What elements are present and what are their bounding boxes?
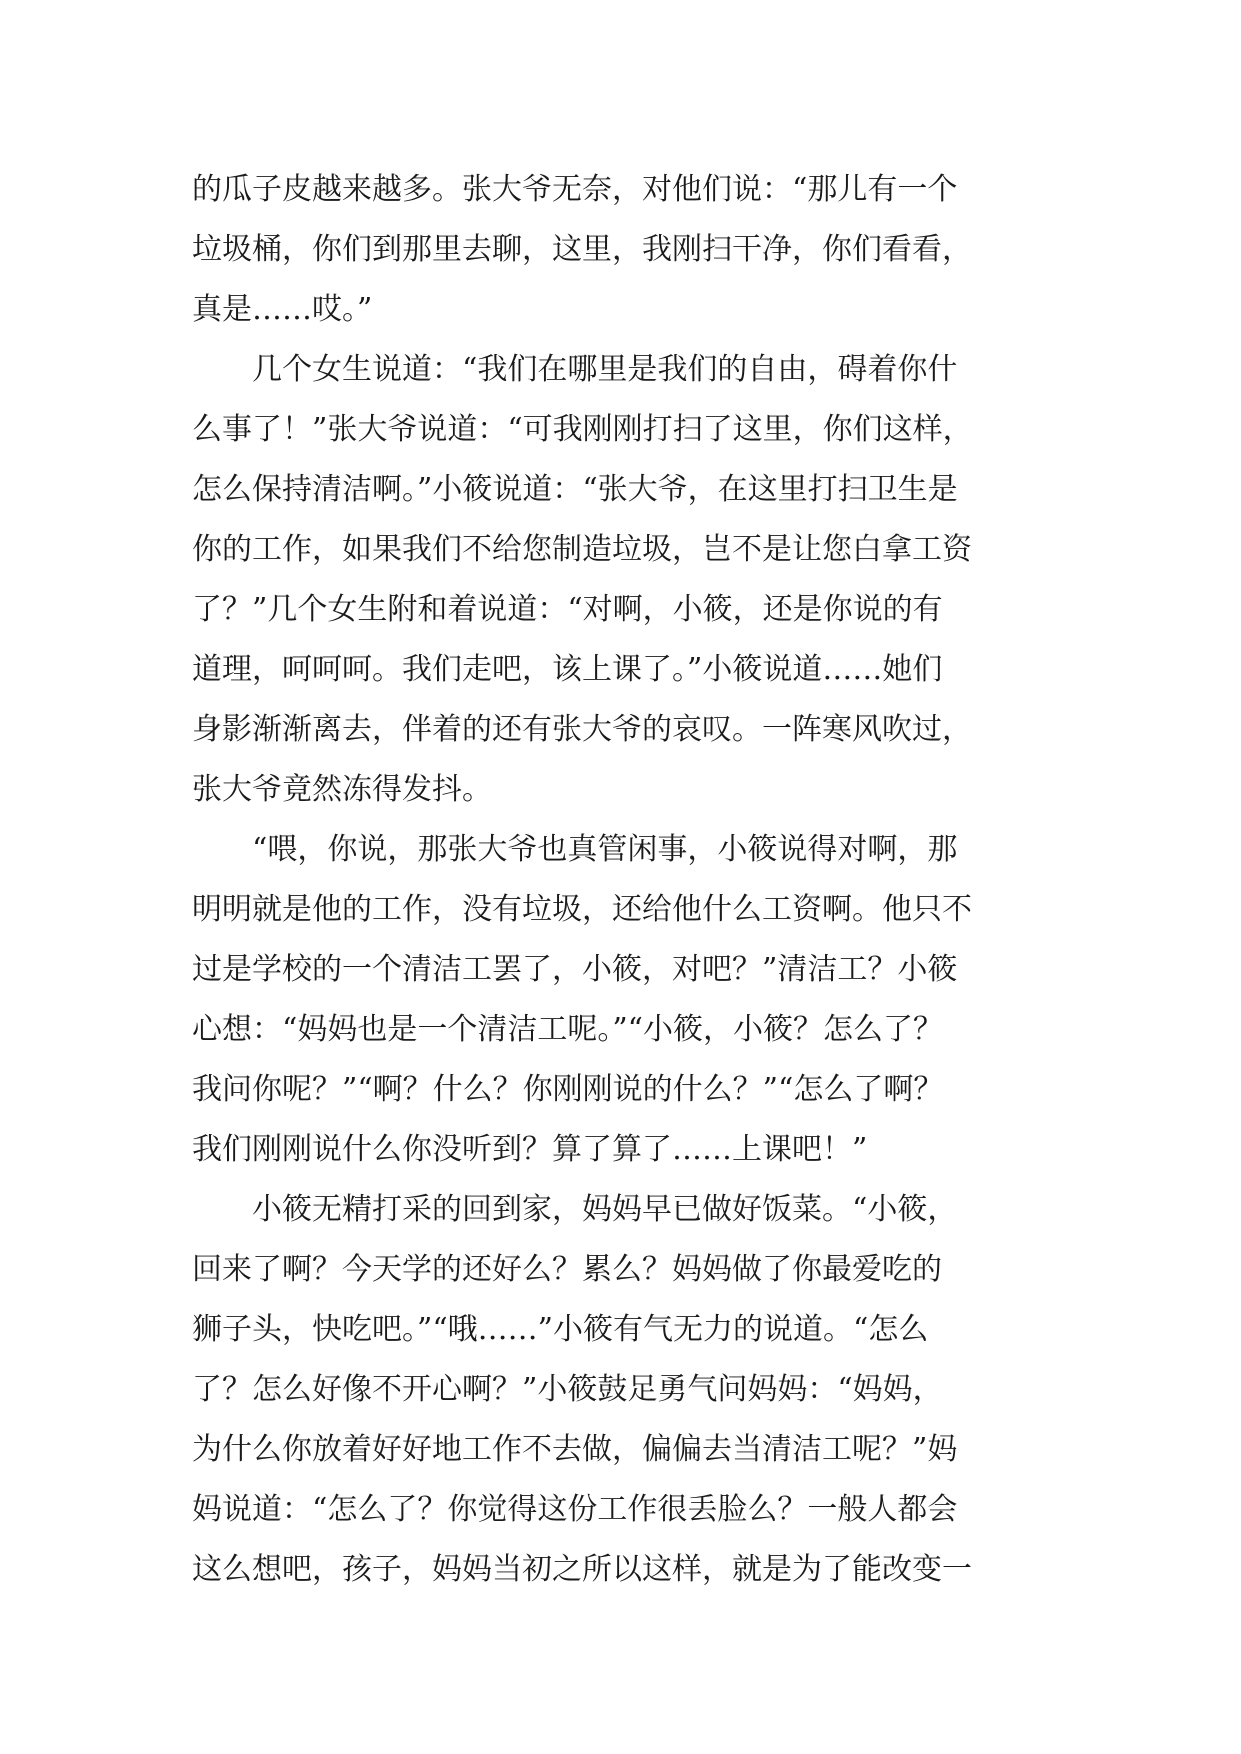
text-line: 垃圾桶，你们到那里去聊，这里，我刚扫干净，你们看看， <box>192 232 972 267</box>
text-line: 小筱无精打采的回到家，妈妈早已做好饭菜。“小筱， <box>252 1192 958 1227</box>
text-line: 你的工作，如果我们不给您制造垃圾，岂不是让您白拿工资 <box>192 532 972 567</box>
text-line: 的瓜子皮越来越多。张大爷无奈，对他们说：“那儿有一个 <box>192 172 958 207</box>
text-line: 明明就是他的工作，没有垃圾，还给他什么工资啊。他只不 <box>192 892 972 927</box>
text-line: 回来了啊？今天学的还好么？累么？妈妈做了你最爱吃的 <box>192 1252 942 1287</box>
text-line: 为什么你放着好好地工作不去做，偏偏去当清洁工呢？”妈 <box>192 1432 958 1467</box>
text-line: 张大爷竟然冻得发抖。 <box>192 772 492 807</box>
paragraph <box>192 160 1072 340</box>
text-line: “喂，你说，那张大爷也真管闲事，小筱说得对啊，那 <box>252 832 958 867</box>
text-line: 了？”几个女生附和着说道：“对啊，小筱，还是你说的有 <box>192 592 943 627</box>
text-line: 我们刚刚说什么你没听到？算了算了……上课吧！” <box>192 1132 868 1167</box>
text-line: 妈说道：“怎么了？你觉得这份工作很丢脸么？一般人都会 <box>192 1492 958 1527</box>
text-line: 心想：“妈妈也是一个清洁工呢。”“小筱，小筱？怎么了？ <box>192 1012 944 1047</box>
paragraph <box>192 340 1072 820</box>
text-line: 这么想吧，孩子，妈妈当初之所以这样，就是为了能改变一 <box>192 1552 972 1587</box>
text-line: 怎么保持清洁啊。”小筱说道：“张大爷，在这里打扫卫生是 <box>192 472 958 507</box>
text-line: 身影渐渐离去，伴着的还有张大爷的哀叹。一阵寒风吹过， <box>192 712 972 747</box>
text-line: 了？怎么好像不开心啊？”小筱鼓足勇气问妈妈：“妈妈， <box>192 1372 943 1407</box>
text-line: 几个女生说道：“我们在哪里是我们的自由，碍着你什 <box>252 352 958 387</box>
text-line: 过是学校的一个清洁工罢了，小筱，对吧？”清洁工？小筱 <box>192 952 958 987</box>
text-line: 真是……哎。” <box>192 292 373 327</box>
document-body <box>192 160 1072 1600</box>
paragraph <box>192 1180 1072 1600</box>
paragraph <box>192 820 1072 1180</box>
text-line: 道理，呵呵呵。我们走吧，该上课了。”小筱说道……她们 <box>192 652 943 687</box>
text-line: 我问你呢？”“啊？什么？你刚刚说的什么？”“怎么了啊？ <box>192 1072 944 1107</box>
text-line: 么事了！”张大爷说道：“可我刚刚打扫了这里，你们这样， <box>192 412 973 447</box>
text-line: 狮子头，快吃吧。”“哦……”小筱有气无力的说道。“怎么 <box>192 1312 929 1347</box>
